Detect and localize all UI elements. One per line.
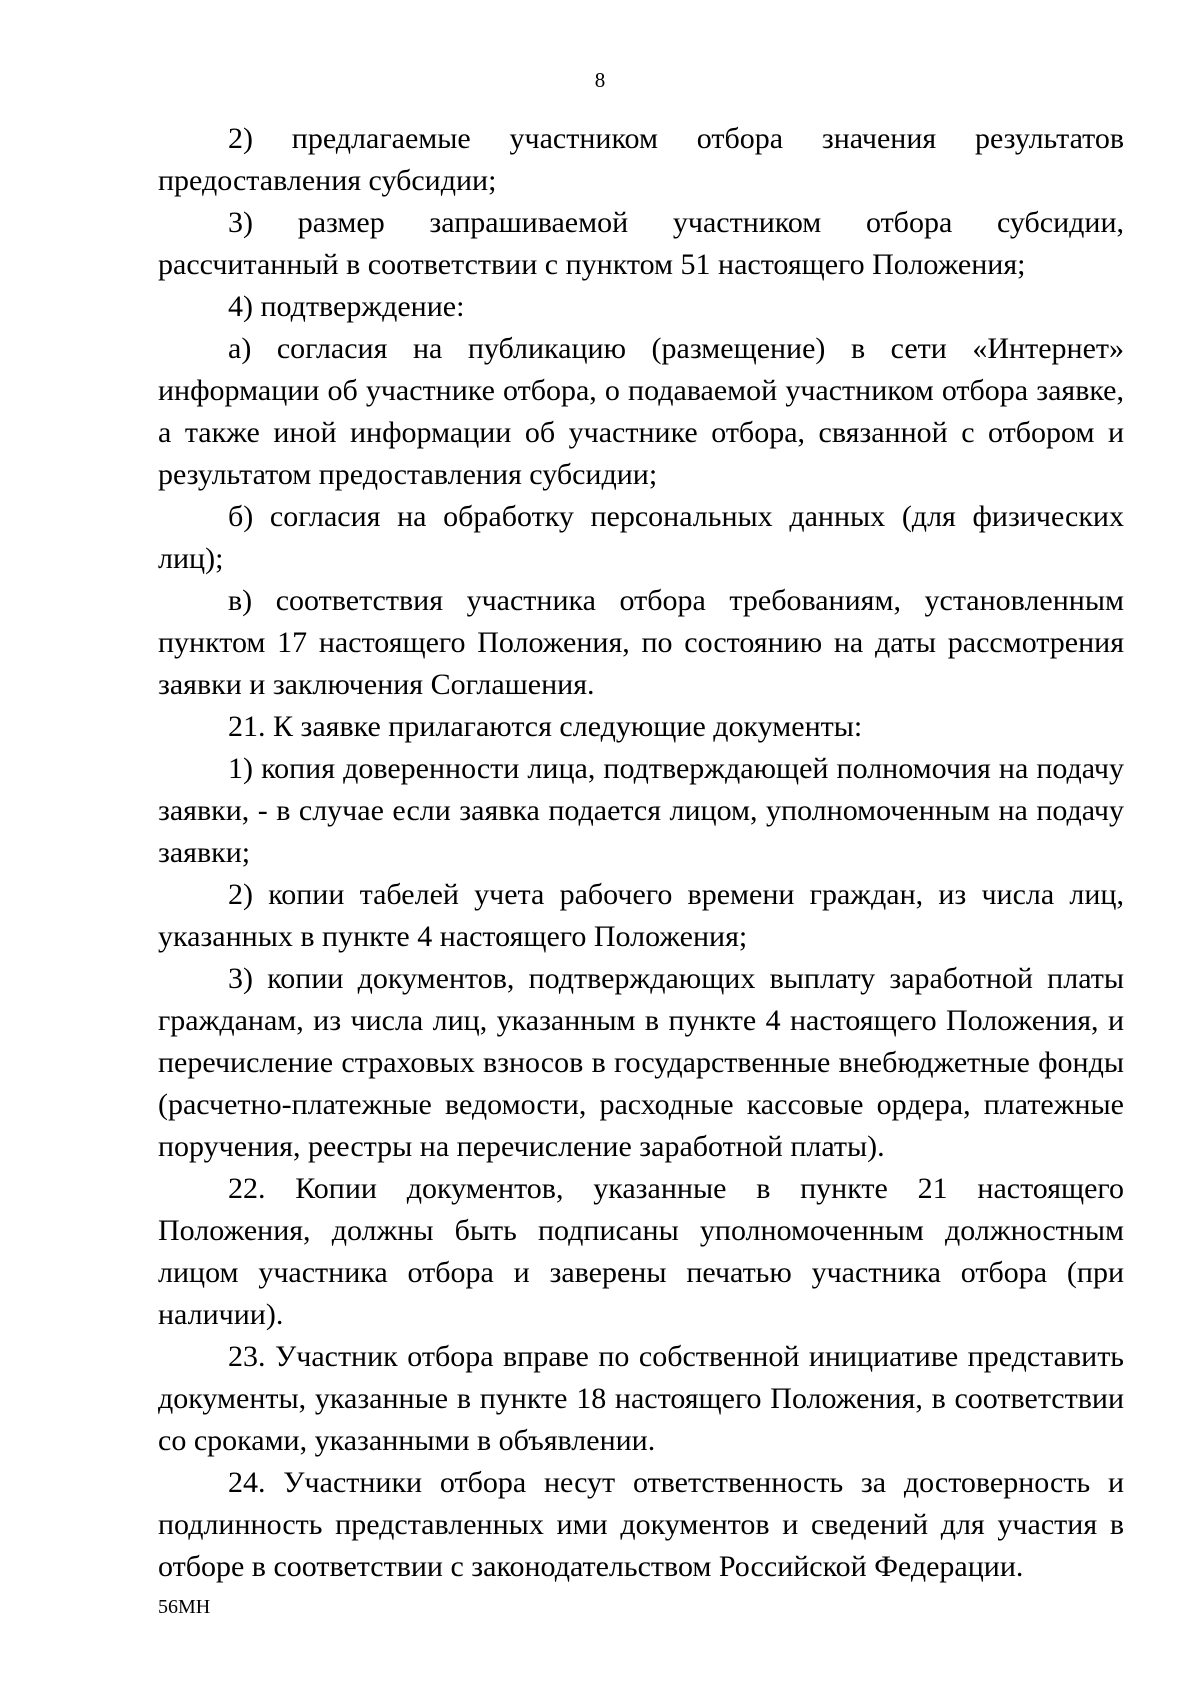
paragraph-clause-22: 22. Копии документов, указанные в пункте 21 настоящего Положения, должны быть подписаны уполномоченным должностным лицом участника отбора и заверены печатью участника отбора (при наличии).	[158, 1172, 1124, 1331]
paragraph-item-4: 4) подтверждение:	[228, 290, 465, 323]
paragraph-clause-24: 24. Участники отбора несут ответственность за достоверность и подлинность представленных ими документов и сведений для участия в отборе в соответствии с законодательством Российской Федерации.	[158, 1466, 1124, 1583]
footer-document-code: 56МН	[158, 1596, 211, 1618]
paragraph-clause-21-item-1: 1) копия доверенности лица, подтверждающей полномочия на подачу заявки, - в случае если заявка подается лицом, уполномоченным на подачу заявки;	[158, 752, 1124, 869]
paragraph-clause-21-item-2: 2) копии табелей учета рабочего времени граждан, из числа лиц, указанных в пункте 4 настоящего Положения;	[158, 878, 1124, 953]
page-number: 8	[594, 68, 606, 92]
paragraph-subitem-v: в) соответствия участника отбора требованиям, установленным пунктом 17 настоящего Положения, по состоянию на даты рассмотрения заявки и заключения Соглашения.	[158, 584, 1124, 701]
document-body	[158, 118, 1124, 1588]
paragraph-clause-21: 21. К заявке прилагаются следующие документы:	[228, 710, 863, 743]
paragraph-clause-23: 23. Участник отбора вправе по собственной инициативе представить документы, указанные в пункте 18 настоящего Положения, в соответствии со сроками, указанными в объявлении.	[158, 1340, 1124, 1457]
paragraph-item-3: 3) размер запрашиваемой участником отбора субсидии, рассчитанный в соответствии с пунктом 51 настоящего Положения;	[158, 206, 1124, 281]
paragraph-item-2: 2) предлагаемые участником отбора значения результатов предоставления субсидии;	[158, 122, 1124, 197]
paragraph-clause-21-item-3: 3) копии документов, подтверждающих выплату заработной платы гражданам, из числа лиц, указанным в пункте 4 настоящего Положения, и перечисление страховых взносов в государственные внебюджетные фонды (расчетно-платежные ведомости, расходные кассовые ордера, платежные поручения, реестры на перечисление заработной платы).	[158, 962, 1124, 1163]
paragraph-subitem-b: б) согласия на обработку персональных данных (для физических лиц);	[158, 500, 1124, 575]
paragraph-subitem-a: а) согласия на публикацию (размещение) в сети «Интернет» информации об участнике отбора, о подаваемой участником отбора заявке, а также иной информации об участнике отбора, связанной с отбором и результатом предоставления субсидии;	[158, 332, 1124, 491]
